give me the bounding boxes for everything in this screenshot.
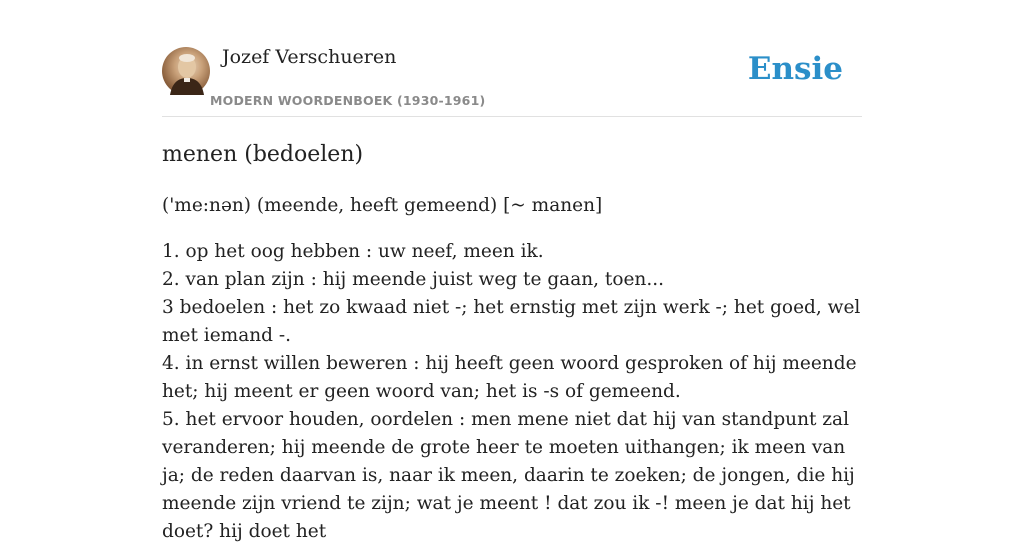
definition-5: 5. het ervoor houden, oordelen : men mene niet dat hij van standpunt zal veranderen; hij meende de grote heer te moeten uithangen; ik meen van ja; de reden daarvan is, naar ik meen, daarin te zoeken; de jongen, die hij meende zijn vriend te zijn; wat je meent ! dat zou ik -! meen je dat hij het doet? hij doet het bbox=[162, 409, 855, 542]
entry-header bbox=[162, 0, 862, 117]
definition-4: 4. in ernst willen beweren : hij heeft geen woord gesproken of hij meende het; hij meent er geen woord van; het is -s of gemeend. bbox=[162, 353, 857, 402]
author-avatar[interactable] bbox=[162, 47, 210, 95]
entry-content bbox=[162, 140, 862, 546]
source-name[interactable]: MODERN WOORDENBOEK (1930-1961) bbox=[210, 93, 486, 108]
ensie-logo[interactable]: Ensie bbox=[747, 51, 843, 87]
definitions-list bbox=[162, 238, 862, 546]
definition-3: 3 bedoelen : het zo kwaad niet -; het ernstig met zijn werk -; het goed, wel met iemand -. bbox=[162, 297, 861, 346]
entry-pronunciation: ('me:nən) (meende, heeft gemeend) [~ manen] bbox=[162, 195, 603, 216]
entry-title: menen (bedoelen) bbox=[162, 142, 364, 167]
definition-2: 2. van plan zijn : hij meende juist weg te gaan, toen... bbox=[162, 269, 664, 290]
author-portrait-icon bbox=[162, 47, 210, 95]
definition-1: 1. op het oog hebben : uw neef, meen ik. bbox=[162, 241, 544, 262]
author-name[interactable]: Jozef Verschueren bbox=[222, 46, 397, 68]
